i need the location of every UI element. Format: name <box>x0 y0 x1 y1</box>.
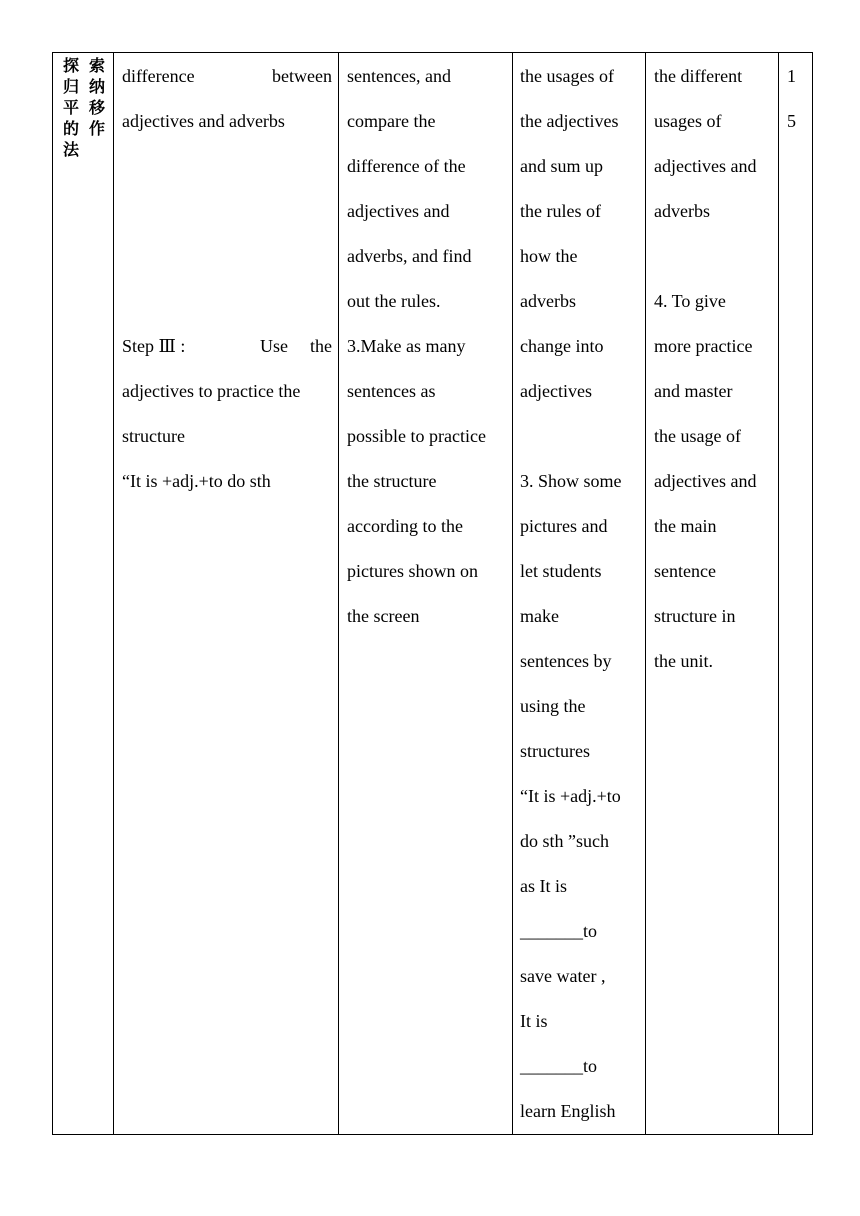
teacher-line: the adjectives <box>520 111 619 131</box>
teacher-line: the usages of <box>520 66 614 86</box>
purpose-line: the unit. <box>654 651 713 671</box>
teacher-line: save water , <box>520 966 606 986</box>
purpose-line: adjectives and <box>654 156 757 176</box>
step3-label: Step Ⅲ : <box>122 336 186 356</box>
teacher-line: structures <box>520 741 590 761</box>
table-row <box>53 53 813 1135</box>
purpose-line: adjectives and <box>654 471 757 491</box>
teacher-line: change into <box>520 336 604 356</box>
time-digit-1: 1 <box>787 66 796 86</box>
step3-line-4: “It is +adj.+to do sth <box>122 471 271 491</box>
purpose-line: more practice <box>654 336 753 356</box>
stage-cell <box>53 53 114 1135</box>
teacher-line: let students <box>520 561 602 581</box>
teacher-line: adjectives <box>520 381 592 401</box>
teacher-line: “It is +adj.+to <box>520 786 621 806</box>
student-line: 3.Make as many <box>347 336 466 356</box>
student-line: difference of the <box>347 156 466 176</box>
purpose-line: and master <box>654 381 733 401</box>
purpose-line: the different <box>654 66 743 86</box>
content-line-2: adjectives and adverbs <box>122 111 285 131</box>
step3-line-3: structure <box>122 426 185 446</box>
purpose-line: structure in <box>654 606 736 626</box>
purpose-line: adverbs <box>654 201 710 221</box>
student-activity-cell <box>339 53 513 1135</box>
student-line: adverbs, and find <box>347 246 472 266</box>
student-line: pictures shown on <box>347 561 478 581</box>
teacher-line: as It is <box>520 876 567 896</box>
purpose-cell <box>646 53 779 1135</box>
step3-heading <box>122 324 332 369</box>
teacher-line: It is <box>520 1011 548 1031</box>
teacher-line: how the <box>520 246 578 266</box>
teacher-line: the rules of <box>520 201 601 221</box>
purpose-line: the usage of <box>654 426 741 446</box>
stage-label-left: 探归平的法 <box>62 56 79 159</box>
step3-the: the <box>310 336 332 356</box>
student-line: possible to practice <box>347 426 486 446</box>
teacher-line: sentences by <box>520 651 612 671</box>
teacher-line: _______to <box>520 1056 598 1076</box>
teacher-line: learn English <box>520 1101 616 1121</box>
teacher-line: and sum up <box>520 156 603 176</box>
student-line: adjectives and <box>347 201 450 221</box>
teacher-line: _______to <box>520 921 598 941</box>
teacher-line: do sth ”such <box>520 831 609 851</box>
content-word-between: between <box>272 66 332 86</box>
student-line: out the rules. <box>347 291 441 311</box>
student-line: sentences as <box>347 381 436 401</box>
student-line: the screen <box>347 606 420 626</box>
content-word-difference: difference <box>122 66 195 86</box>
teacher-line: pictures and <box>520 516 608 536</box>
teacher-activity-cell <box>513 53 646 1135</box>
purpose-line: sentence <box>654 561 716 581</box>
stage-label-right: 索纳移作 <box>88 56 105 138</box>
student-line: sentences, and <box>347 66 451 86</box>
lesson-plan-table <box>52 52 813 1135</box>
content-cell <box>114 53 339 1135</box>
content-line-1 <box>122 54 332 99</box>
step3-line-2: adjectives to practice the <box>122 381 301 401</box>
step3-use: Use <box>260 336 288 356</box>
student-line: compare the <box>347 111 436 131</box>
purpose-line: the main <box>654 516 717 536</box>
teacher-line: using the <box>520 696 586 716</box>
teacher-line: 3. Show some <box>520 471 622 491</box>
purpose-line: usages of <box>654 111 722 131</box>
time-digit-2: 5 <box>787 111 796 131</box>
student-line: the structure <box>347 471 437 491</box>
purpose-line: 4. To give <box>654 291 726 311</box>
teacher-line: adverbs <box>520 291 576 311</box>
teacher-line: make <box>520 606 559 626</box>
student-line: according to the <box>347 516 463 536</box>
time-cell <box>779 53 813 1135</box>
